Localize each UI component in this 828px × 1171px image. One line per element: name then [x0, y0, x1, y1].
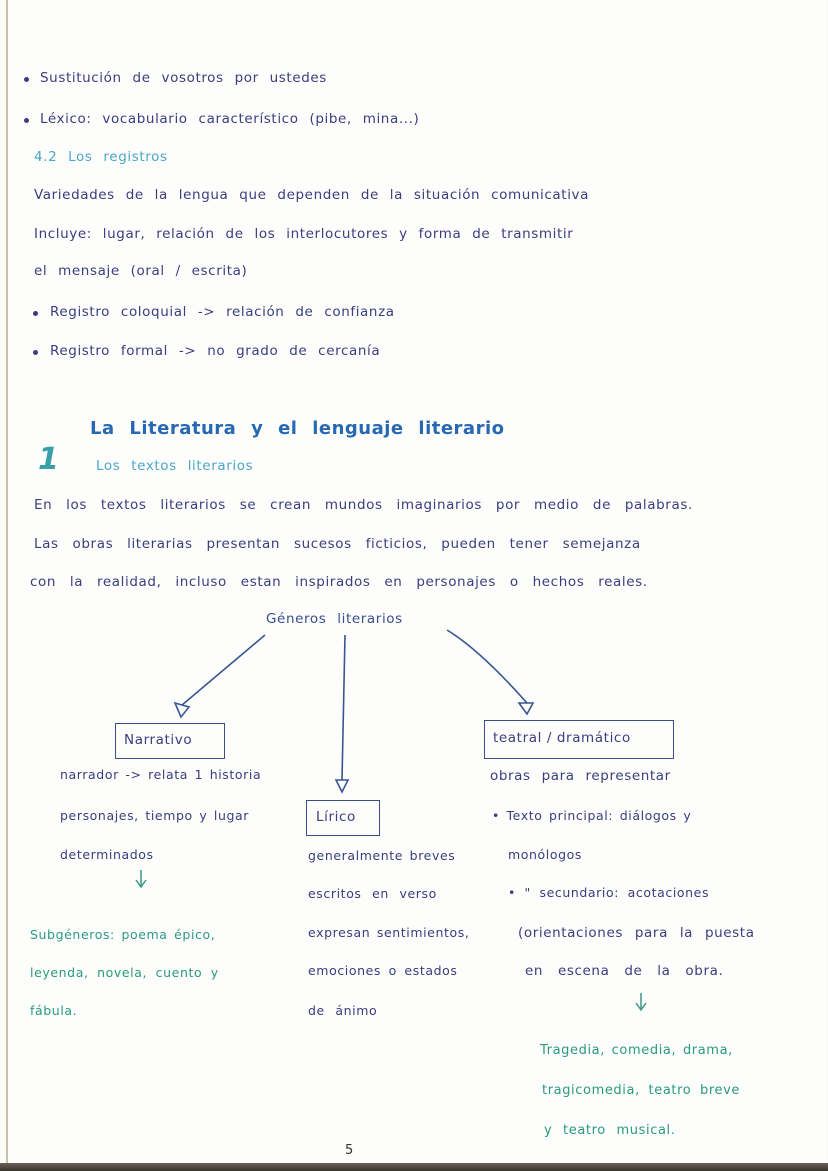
- arrowhead-icon: [519, 703, 533, 714]
- box-label: teatral / dramático: [493, 730, 631, 746]
- lirico-line: de ánimo: [308, 1003, 378, 1018]
- teatral-line: • " secundario: acotaciones: [508, 885, 710, 900]
- arrowhead-icon: [336, 780, 348, 792]
- section-title: La Literatura y el lenguaje literario: [90, 418, 505, 439]
- narrativo-line: personajes, tiempo y lugar: [60, 808, 250, 823]
- paragraph-line: Incluye: lugar, relación de los interlocutores y forma de transmitir: [34, 226, 574, 242]
- paragraph-line: En los textos literarios se crean mundos imaginarios por medio de palabras.: [34, 497, 693, 513]
- lirico-line: escritos en verso: [308, 886, 437, 901]
- section-number: 1: [38, 442, 60, 477]
- paragraph-line: con la realidad, incluso estan inspirados en personajes o hechos reales.: [30, 574, 648, 590]
- paragraph-line: el mensaje (oral / escrita): [34, 263, 248, 279]
- subgeneros-line: leyenda, novela, cuento y: [30, 965, 219, 980]
- arrow-lirico: [342, 635, 345, 780]
- paragraph-line: Variedades de la lengua que dependen de la situación comunicativa: [34, 187, 590, 203]
- bullet-text: Léxico: vocabulario característico (pibe, mina...): [40, 111, 420, 127]
- subgeneros-line: Subgéneros: poema épico,: [30, 927, 216, 942]
- narrativo-line: narrador -> relata 1 historia: [60, 767, 262, 782]
- lirico-line: expresan sentimientos,: [308, 925, 470, 940]
- teatral-line: en escena de la obra.: [525, 963, 724, 979]
- registros-heading: 4.2 Los registros: [34, 149, 168, 165]
- diagram-root: Géneros literarios: [266, 611, 403, 627]
- bullet-text: Registro formal -> no grado de cercanía: [50, 343, 381, 359]
- narrativo-line: determinados: [60, 847, 154, 862]
- box-narrativo: [115, 723, 225, 759]
- box-lirico: [306, 800, 380, 836]
- arrow-down-icon: [136, 870, 146, 887]
- subgeneros-line: fábula.: [30, 1003, 78, 1018]
- lirico-line: emociones o estados: [308, 963, 458, 978]
- arrow-down-icon: [636, 993, 646, 1010]
- paragraph-line: Las obras literarias presentan sucesos ficticios, pueden tener semejanza: [34, 536, 641, 552]
- bullet-text: Registro coloquial -> relación de confianza: [50, 304, 395, 320]
- box-label: Lírico: [316, 809, 356, 825]
- bullet-text: Sustitución de vosotros por ustedes: [40, 70, 327, 86]
- teatral-line: (orientaciones para la puesta: [518, 925, 755, 941]
- box-label: Narrativo: [124, 732, 193, 748]
- arrow-teatral: [447, 630, 527, 703]
- teatral-line: • Texto principal: diálogos y: [492, 808, 692, 823]
- teatral-line: monólogos: [508, 847, 583, 862]
- teatral-line: obras para representar: [490, 768, 671, 784]
- arrow-narrativo: [182, 635, 265, 705]
- teatral-subgeneros-line: tragicomedia, teatro breve: [542, 1083, 741, 1098]
- teatral-subgeneros-line: y teatro musical.: [544, 1123, 676, 1138]
- lirico-line: generalmente breves: [308, 848, 456, 863]
- section-subtitle: Los textos literarios: [96, 458, 254, 474]
- page-number: 5: [345, 1143, 354, 1158]
- box-teatral: [484, 720, 674, 759]
- arrowhead-icon: [175, 703, 189, 717]
- teatral-subgeneros-line: Tragedia, comedia, drama,: [540, 1043, 733, 1058]
